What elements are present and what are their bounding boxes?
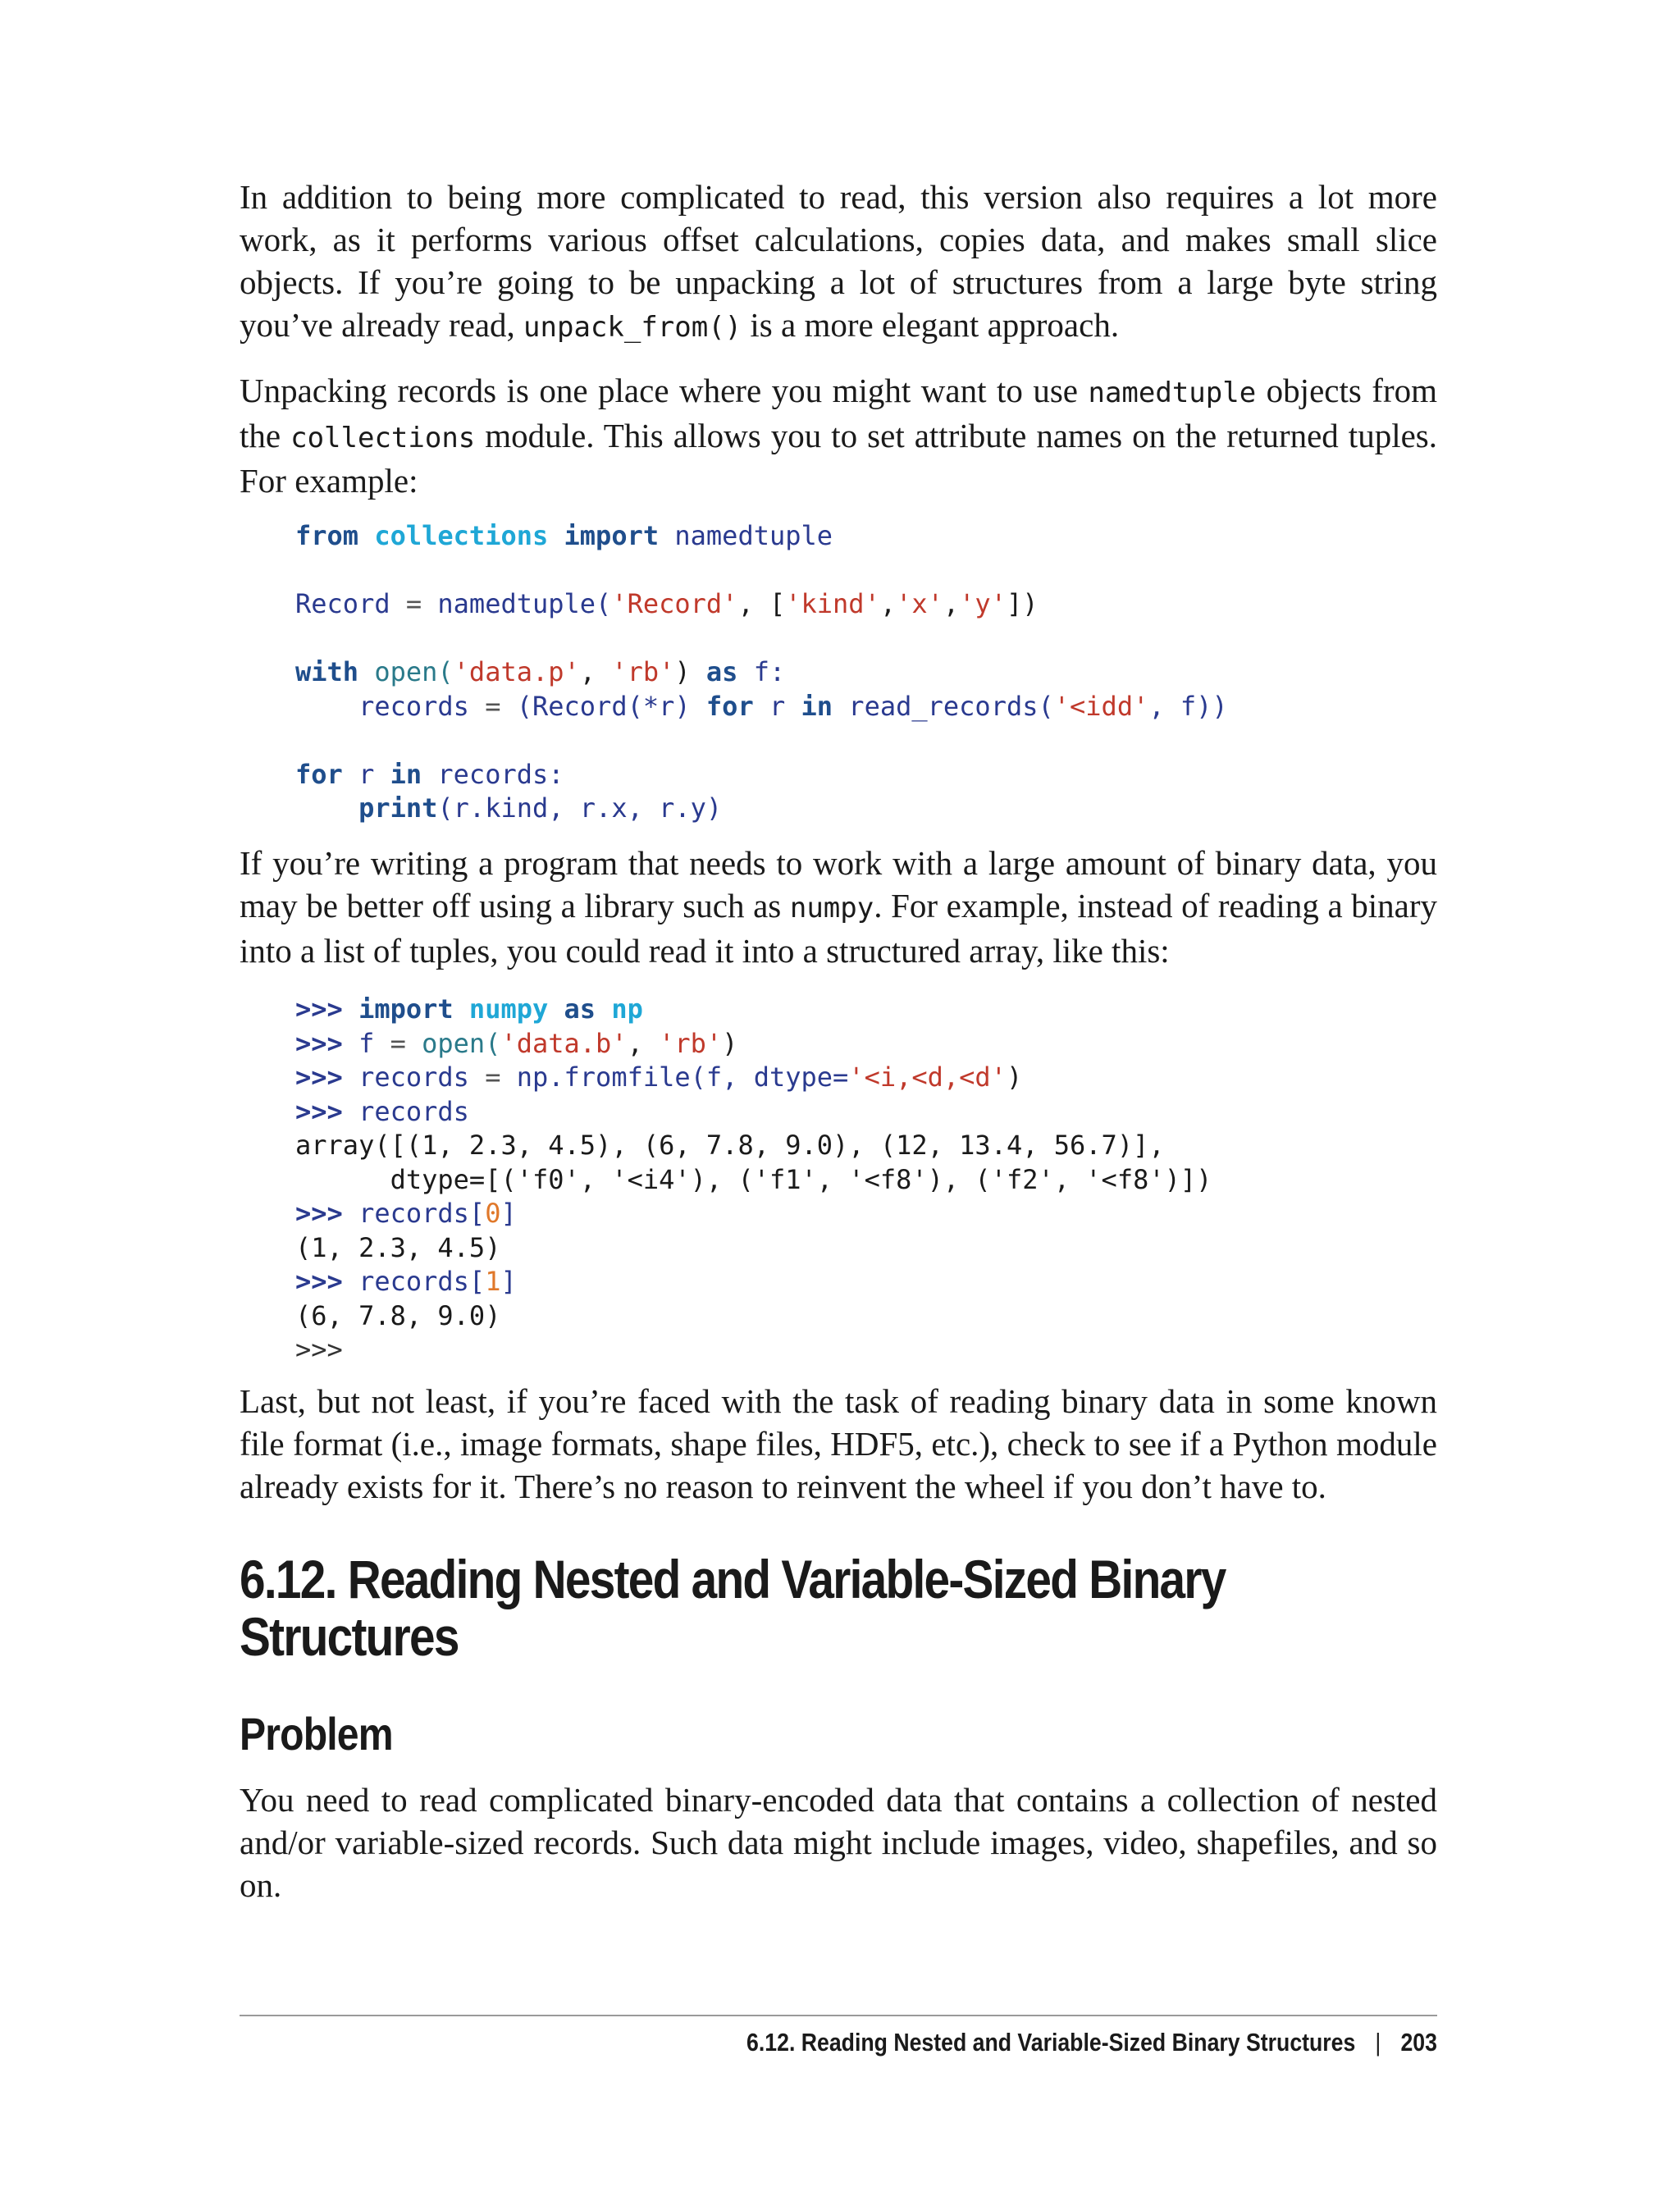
inline-code-collections: collections (290, 422, 476, 454)
code-token: = (374, 1027, 422, 1059)
footer-rule (240, 2015, 1437, 2016)
code-token: 0 (485, 1198, 501, 1229)
code-token: ) (1006, 1061, 1023, 1093)
inline-code-unpack-from: unpack_from() (523, 311, 742, 344)
code-block-numpy (295, 993, 1437, 1367)
code-token: with (295, 656, 359, 687)
code-token: for (295, 758, 343, 790)
code-token: as (705, 656, 738, 687)
code-token: records (358, 690, 469, 722)
code-token: ) (722, 1027, 738, 1059)
code-token: for (690, 690, 754, 722)
code-prompt: >>> (295, 1027, 343, 1059)
code-token: as (564, 993, 596, 1025)
code-token: np.fromfile(f, dtype= (516, 1061, 849, 1093)
code-token: np (611, 993, 643, 1025)
section-title-line1: 6.12. Reading Nested and Variable-Sized Binary (240, 1549, 1226, 1609)
code-token: read_records( (833, 690, 1054, 722)
code-token: ] (500, 1266, 517, 1297)
code-token: , (943, 588, 960, 619)
page-footer (746, 2026, 1437, 2059)
code-token: '<i,<d,<d' (848, 1061, 1007, 1093)
code-token: open( (374, 656, 454, 687)
code-token: 'x' (896, 588, 943, 619)
code-token: f: (737, 656, 786, 687)
code-output: array([(1, 2.3, 4.5), (6, 7.8, 9.0), (12, 13.4, 56.7)], (295, 1130, 1165, 1161)
code-block-namedtuple (295, 519, 1437, 826)
code-token: import (358, 993, 454, 1025)
code-token: 'rb' (611, 656, 675, 687)
code-token: = (468, 1061, 517, 1093)
code-token: Record (295, 588, 390, 619)
p5-text: You need to read complicated binary-encoded data that contains a collection of nested and/or variable-sized records. Such data might include images, video, shapefiles, and so on. (240, 1781, 1437, 1904)
code-token: open( (422, 1027, 501, 1059)
code-token: (r.kind, r.x, r.y) (437, 792, 723, 824)
p1-text-after: is a more elegant approach. (742, 306, 1120, 344)
code-token: print (358, 792, 438, 824)
code-token: records (358, 1095, 469, 1127)
code-output: (1, 2.3, 4.5) (295, 1231, 501, 1263)
code-token: ]) (1006, 588, 1039, 619)
code-prompt: >>> (295, 1095, 343, 1127)
code-token: records: (422, 758, 564, 790)
code-token: from (295, 520, 359, 551)
inline-code-namedtuple: namedtuple (1088, 377, 1257, 409)
code-token: numpy (468, 993, 549, 1025)
code-prompt: >>> (295, 1266, 343, 1297)
code-token: import (564, 520, 660, 551)
code-token: in (390, 758, 422, 790)
code-token: , (627, 1027, 660, 1059)
p3-text-b: . For example, instead of reading a binary into a list of tuples, you could read it into a structured array, like this: (240, 887, 1437, 970)
p2-text-a: Unpacking records is one place where you might want to use (240, 372, 1089, 409)
code-token: in (801, 690, 833, 722)
code-token: , (579, 656, 612, 687)
code-prompt: >>> (295, 1334, 343, 1365)
p3-text-a: If you’re writing a program that needs to work with a large amount of binary data, you may be better off using a library such as (240, 844, 1437, 924)
section-title-line2: Structures (240, 1606, 459, 1667)
paragraph-numpy (240, 842, 1437, 972)
code-token: 'data.b' (500, 1027, 628, 1059)
section-heading (240, 1550, 1437, 1665)
p2-text-c: module. This allows you to set attribute names on the returned tuples. For example: (240, 417, 1437, 500)
code-token: namedtuple( (437, 588, 612, 619)
code-token: r (342, 758, 390, 790)
paragraph-unpack-from (240, 176, 1437, 349)
code-token: '<idd' (1053, 690, 1149, 722)
inline-code-numpy: numpy (789, 892, 874, 924)
code-token: collections (374, 520, 549, 551)
code-output: (6, 7.8, 9.0) (295, 1299, 501, 1331)
code-token: ) (674, 656, 706, 687)
code-token: records[ (358, 1198, 486, 1229)
code-token: 'kind' (785, 588, 880, 619)
code-output: dtype=[('f0', '<i4'), ('f1', '<f8'), ('f2', '<f8')]) (295, 1163, 1212, 1195)
code-token: , [ (737, 588, 786, 619)
code-token: = (468, 690, 517, 722)
paragraph-namedtuple (240, 369, 1437, 502)
code-token: f (358, 1027, 375, 1059)
p2-text-b: objects from the (240, 372, 1437, 454)
code-token: , (879, 588, 897, 619)
paragraph-last-but-not-least (240, 1380, 1437, 1508)
code-token: 'y' (959, 588, 1007, 619)
code-token: = (405, 588, 422, 619)
code-token: namedtuple (674, 520, 833, 551)
subheading-problem: Problem (240, 1708, 393, 1760)
code-token: 'Record' (611, 588, 738, 619)
code-prompt: >>> (295, 1061, 343, 1093)
code-token: (Record(*r) (516, 690, 691, 722)
code-prompt: >>> (295, 993, 343, 1025)
code-token: ] (500, 1198, 517, 1229)
footer-separator: | (1375, 2028, 1381, 2057)
footer-running-title: 6.12. Reading Nested and Variable-Sized Binary Structures (746, 2028, 1356, 2057)
code-token: , f)) (1148, 690, 1228, 722)
p1-text-before: In addition to being more complicated to read, this version also requires a lot more work, as it performs various offset calculations, copies data, and makes small slice objects. If you’re going to be unpacking a lot of structures from a large byte string you’ve already read, (240, 178, 1437, 344)
code-token: 'rb' (659, 1027, 723, 1059)
code-token: records[ (358, 1266, 486, 1297)
page-number: 203 (1400, 2028, 1437, 2057)
problem-heading (240, 1710, 1437, 1759)
code-token: records (358, 1061, 469, 1093)
code-prompt: >>> (295, 1198, 343, 1229)
p4-text: Last, but not least, if you’re faced with the task of reading binary data in some known file format (i.e., image formats, shape files, HDF5, etc.), check to see if a Python module already exists for it. There’s no reason to reinvent the wheel if you don’t have to. (240, 1382, 1437, 1505)
code-token: r (753, 690, 801, 722)
paragraph-problem (240, 1778, 1437, 1906)
code-token: 1 (485, 1266, 501, 1297)
code-token: 'data.p' (453, 656, 580, 687)
